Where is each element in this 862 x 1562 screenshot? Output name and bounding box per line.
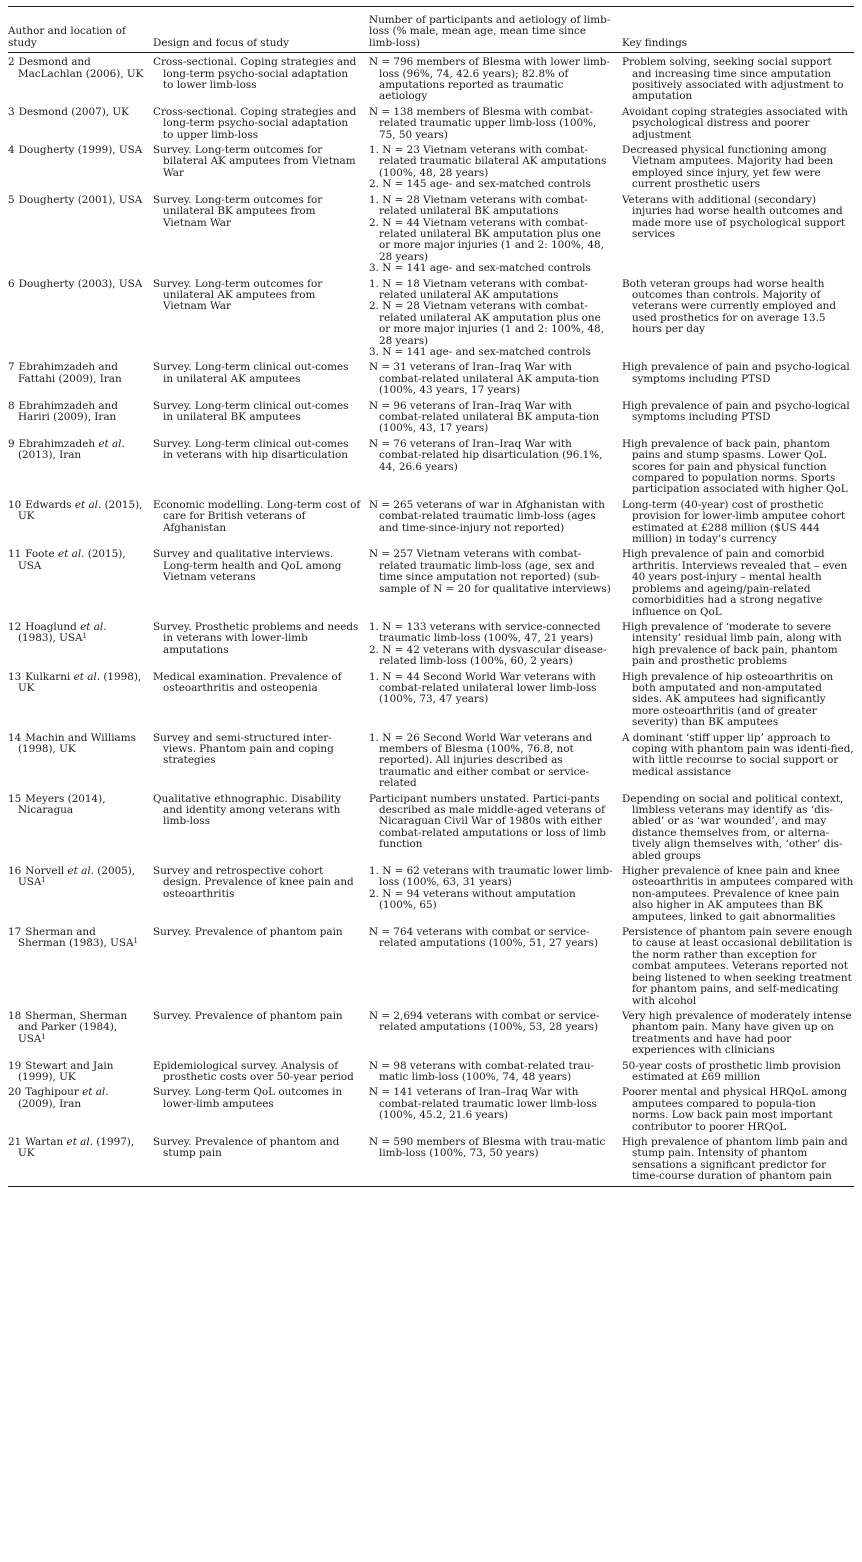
findings-cell [622,1061,854,1088]
participants-list [369,500,614,534]
findings-cell [622,927,854,1011]
row-number: 2 [8,56,15,69]
participants-list [369,57,614,103]
design-cell [153,794,369,866]
participants-cell [369,195,622,279]
findings-cell [622,362,854,400]
participants-cell [369,500,622,550]
design-cell [153,53,369,107]
design-text: Survey. Prevalence of phantom pain [153,1009,343,1022]
participant-group: 1. N = 18 Vietnam veterans with combat-related unilateral AK amputations [369,277,588,301]
findings-cell [622,549,854,621]
findings-cell [622,1087,854,1137]
design-text: Cross-sectional. Coping strategies and long-term psycho-social adaptation to upper limb-loss [153,105,357,141]
design-cell [153,439,369,500]
table-row [8,439,854,500]
author-cell [8,733,153,794]
participant-group: 1. N = 26 Second World War veterans and members of Blesma (100%, 76.8, not reported). All injuries described as traumatic and either combat or service-related [369,731,593,790]
participant-group: 3. N = 141 age- and sex-matched controls [369,345,591,358]
findings-cell [622,439,854,500]
participants-list [369,794,614,851]
findings-cell [622,145,854,195]
author-text [8,622,145,645]
author-text [8,1137,145,1160]
participants-cell [369,866,622,927]
participant-group: 2. N = 94 veterans without amputation (100%, 65) [369,887,576,912]
design-text: Survey. Long-term QoL outcomes in lower-limb amputees [153,1086,343,1110]
findings-text: Very high prevalence of moderately intense phantom pain. Many have given up on treatments and have had poor experiences with clinicians [622,1009,852,1057]
participant-group: 3. N = 141 age- and sex-matched controls [369,262,591,275]
row-number: 18 [8,1009,22,1022]
findings-cell [622,866,854,927]
participants-list [369,439,614,473]
participant-group: N = 96 veterans of Iran–Iraq War with combat-related unilateral BK amputa-tion (100%, 43, 17 years) [369,399,600,435]
design-text: Survey. Long-term clinical out-comes in unilateral BK amputees [153,399,349,423]
participants-cell [369,53,622,107]
author-part: Foote [25,548,59,561]
et-al: et al. [73,670,101,683]
author-part: Wartan [25,1135,67,1148]
participants-list [369,1011,614,1034]
participant-group: N = 141 veterans of Iran–Iraq War with combat-related traumatic lower limb-loss (100%, 45.2, 21.6 years) [369,1086,597,1122]
participants-list [369,1061,614,1084]
author-part: Dougherty (2001), USA [18,193,143,206]
design-cell [153,401,369,439]
row-number: 16 [8,865,22,878]
design-cell [153,927,369,1011]
participants-cell [369,794,622,866]
participant-group: 2. N = 28 Vietnam veterans with combat-related unilateral AK amputation plus one or more major injuries (1 and 2: 100%, 48, 28 years) [369,300,604,347]
header-design: Design and focus of study [153,36,289,49]
design-text: Survey and qualitative interviews. Long-term health and QoL among Vietnam veterans [153,548,342,584]
findings-text: Both veteran groups had worse health outcomes than controls. Majority of veterans were currently employed and used prosthetics for on average 13.5 hours per day [622,277,836,336]
participant-group: 2. N = 44 Vietnam veterans with combat-related unilateral BK amputation plus one or more major injuries (1 and 2: 100%, 48, 28 years) [369,216,604,263]
author-part: Ebrahimzadeh [18,437,99,450]
design-cell [153,733,369,794]
design-text: Medical examination. Prevalence of osteoarthritis and osteopenia [153,670,342,694]
row-number: 17 [8,926,22,939]
author-part: Dougherty (2003), USA [18,277,143,290]
table-row [8,1061,854,1088]
row-number: 20 [8,1086,22,1099]
author-part: (2009), Iran [18,1097,82,1110]
participants-cell [369,622,622,672]
findings-text: High prevalence of pain and psycho-logical symptoms including PTSD [622,399,850,423]
participants-cell [369,927,622,1011]
table-row [8,53,854,107]
participants-list [369,672,614,706]
participants-list [369,1137,614,1160]
et-al: et al. [82,1086,109,1099]
design-cell [153,1087,369,1137]
table-row [8,733,854,794]
findings-text: Avoidant coping strategies associated with psychological distress and poorer adjustment [622,105,848,141]
author-text [8,866,145,889]
table-row [8,279,854,363]
design-cell [153,1061,369,1088]
table-row [8,500,854,550]
participants-list [369,622,614,668]
footnote-marker: 1 [133,937,138,946]
participant-group: 1. N = 44 Second World War veterans with combat-related unilateral lower limb-loss (100%, 73, 47 years) [369,670,597,706]
participants-cell [369,1137,622,1186]
findings-cell [622,195,854,279]
author-part: Sherman and Sherman (1983), USA [18,926,134,950]
findings-text: A dominant ‘stiff upper lip’ approach to coping with phantom pain was identi-fied, with little recourse to social support or medical assistance [622,731,854,778]
author-text [8,362,145,385]
table-row [8,1011,854,1061]
table-row [8,145,854,195]
author-cell [8,1061,153,1088]
table-row [8,794,854,866]
findings-cell [622,1137,854,1186]
author-text [8,1087,145,1110]
table-body [8,53,854,1186]
et-al: et al. [98,437,125,450]
table-row [8,195,854,279]
row-number: 13 [8,670,22,683]
author-part: Sherman, Sherman and Parker (1984), USA [18,1009,128,1045]
participants-cell [369,1087,622,1137]
findings-text: High prevalence of hip osteoarthritis on both amputated and non-amputated sides. AK amputees had significantly more osteoarthritis (and of greater severity) than BK amputees [622,670,834,729]
findings-text: Persistence of phantom pain severe enough to cause at least occasional debilitation is the norm rather than exception for combat amputees. Veterans reported not being listened to when seeking treatment for phantom pains, and self-medicating with alcohol [622,926,853,1007]
author-cell [8,927,153,1011]
footnote-marker: 1 [41,1032,46,1041]
author-cell [8,195,153,279]
row-number: 6 [8,277,15,290]
design-cell [153,1011,369,1061]
design-text: Survey. Long-term clinical out-comes in veterans with hip disarticulation [153,437,349,462]
table-row [8,1087,854,1137]
author-text [8,500,145,523]
author-cell [8,672,153,733]
author-text [8,439,145,462]
participants-list [369,1087,614,1121]
participants-list [369,195,614,275]
participant-group: Participant numbers unstated. Partici-pants described as male middle-aged veterans of Nicaraguan Civil War of 1980s with either combat-related amputations or loss of limb function [369,792,606,851]
findings-text: Long-term (40-year) cost of prosthetic provision for lower-limb amputee cohort estimated at £288 million ($US 444 million) in today’s currency [622,498,846,546]
header-participants: Number of participants and aetiology of limb-loss (% male, mean age, mean time since limb-loss) [369,14,611,49]
design-cell [153,279,369,363]
design-text: Survey. Prevalence of phantom and stump pain [153,1135,340,1160]
author-cell [8,362,153,400]
design-text: Survey. Long-term outcomes for unilateral BK amputees from Vietnam War [153,193,323,229]
author-part: (1983), USA [18,632,83,645]
row-number: 12 [8,620,22,633]
author-text [8,401,145,424]
design-text: Epidemiological survey. Analysis of prosthetic costs over 50-year period [153,1059,354,1083]
row-number: 3 [8,105,15,118]
author-text [8,145,145,156]
studies-table [8,6,854,1187]
header-findings: Key findings [622,36,688,49]
row-number: 19 [8,1059,22,1072]
author-text [8,549,145,572]
findings-cell [622,500,854,550]
design-text: Survey. Prosthetic problems and needs in veterans with lower-limb amputations [153,620,359,656]
participants-list [369,927,614,950]
author-part: (2005), USA [18,865,136,889]
row-number: 14 [8,731,22,744]
author-part: (2015), UK [18,498,143,523]
findings-text: Problem solving, seeking social support and increasing time since amputation positively associated with adjustment to amputation [622,56,844,103]
author-part: Dougherty (1999), USA [18,144,143,157]
participant-group: 2. N = 42 veterans with dysvascular disease-related limb-loss (100%, 60, 2 years) [369,643,607,668]
findings-cell [622,107,854,145]
row-number: 15 [8,792,22,805]
findings-text: Depending on social and political context, limbless veterans may identify as ‘dis-abled’ or as ‘war wounded’, and may distance themselves from, or alterna-tively align themselves with, ‘other’ dis-abled groups [622,792,844,862]
table-row [8,866,854,927]
participants-cell [369,107,622,145]
design-text: Survey. Prevalence of phantom pain [153,926,343,939]
participants-list [369,107,614,141]
participants-cell [369,549,622,621]
findings-text: Higher prevalence of knee pain and knee osteoarthritis in amputees compared with non-amputees. Prevalence of knee pain also higher in AK amputees than BK amputees, linked to gait abnormalities [622,865,854,923]
participants-cell [369,1011,622,1061]
participants-list [369,145,614,191]
author-text [8,1061,145,1084]
design-text: Survey. Long-term outcomes for bilateral AK amputees from Vietnam War [153,144,356,179]
participants-list [369,866,614,912]
row-number: 4 [8,144,15,157]
findings-text: Decreased physical functioning among Vietnam amputees. Majority had been employed since injury, yet few were current prosthetic users [622,144,834,191]
findings-text: 50-year costs of prosthetic limb provision estimated at £69 million [622,1059,841,1083]
row-number: 10 [8,498,22,511]
et-al: et al. [58,548,85,561]
design-text: Qualitative ethnographic. Disability and identity among veterans with limb-loss [153,792,341,828]
author-part: Ebrahimzadeh and Fattahi (2009), Iran [18,361,122,385]
row-number: 7 [8,361,15,374]
author-text [8,672,145,695]
participants-cell [369,362,622,400]
participants-list [369,362,614,396]
author-part: Edwards [25,498,75,511]
et-al: et al. [66,1135,93,1148]
author-cell [8,500,153,550]
findings-text: High prevalence of ‘moderate to severe intensity’ residual limb pain, along with high prevalence of back pain, phantom pain and prosthetic problems [622,620,842,668]
design-cell [153,866,369,927]
author-cell [8,107,153,145]
row-number: 9 [8,437,15,450]
table-row [8,622,854,672]
findings-text: Poorer mental and physical HRQoL among amputees compared to popula-tion norms. Low back pain most important contributor to poorer HRQoL [622,1086,848,1133]
footnote-marker: 1 [82,632,88,641]
design-cell [153,107,369,145]
participant-group: N = 590 members of Blesma with trau-matic limb-loss (100%, 73, 50 years) [369,1135,606,1160]
findings-cell [622,622,854,672]
author-cell [8,1087,153,1137]
participant-group: N = 265 veterans of war in Afghanistan with combat-related traumatic limb-loss (ages and time-since-injury not reported) [369,498,605,534]
et-al: et al. [67,865,94,878]
participant-group: 2. N = 145 age- and sex-matched controls [369,178,591,191]
author-part: Desmond (2007), UK [18,105,129,118]
author-cell [8,439,153,500]
design-text: Survey. Long-term clinical out-comes in unilateral AK amputees [153,361,349,385]
participant-group: N = 2,694 veterans with combat or service-related amputations (100%, 53, 28 years) [369,1009,600,1034]
author-part: Hoaglund [25,620,81,633]
author-cell [8,279,153,363]
author-part: (2013), Iran [18,449,82,462]
author-cell [8,1011,153,1061]
footnote-marker: 1 [41,876,46,885]
author-part: Machin and Williams (1998), UK [18,731,136,755]
table-header-row [8,7,854,53]
author-cell [8,866,153,927]
participant-group: N = 98 veterans with combat-related trau-matic limb-loss (100%, 74, 48 years) [369,1059,595,1083]
et-al: et al. [80,620,107,633]
design-cell [153,622,369,672]
design-text: Cross-sectional. Coping strategies and long-term psycho-social adaptation to lower limb-loss [153,56,357,92]
author-part: Norvell [25,865,68,878]
design-text: Economic modelling. Long-term cost of care for British veterans of Afghanistan [153,498,361,534]
participants-cell [369,145,622,195]
participants-cell [369,733,622,794]
participants-cell [369,439,622,500]
table-row [8,672,854,733]
findings-cell [622,794,854,866]
findings-text: Veterans with additional (secondary) injuries had worse health outcomes and made more use of psychological support services [622,193,846,240]
header-author: Author and location of study [8,25,126,49]
design-text: Survey and semi-structured inter-views. Phantom pain and coping strategies [153,731,334,767]
findings-text: High prevalence of back pain, phantom pains and stump spasms. Lower QoL scores for pain and physical function compared to population norms. Sports participation associated with higher QoL [622,437,848,496]
author-text [8,927,145,950]
row-number: 5 [8,193,15,206]
participants-list [369,279,614,359]
findings-text: High prevalence of pain and psycho-logical symptoms including PTSD [622,361,850,385]
participants-cell [369,401,622,439]
design-cell [153,549,369,621]
design-cell [153,362,369,400]
row-number: 11 [8,548,22,561]
participants-list [369,401,614,435]
participant-group: N = 31 veterans of Iran–Iraq War with combat-related unilateral AK amputa-tion (100%, 43 years, 17 years) [369,361,599,397]
findings-cell [622,1011,854,1061]
participant-group: 1. N = 28 Vietnam veterans with combat-related unilateral BK amputations [369,193,588,218]
author-text [8,57,145,80]
findings-cell [622,401,854,439]
table-row [8,549,854,621]
author-text [8,279,145,290]
row-number: 21 [8,1135,22,1148]
participants-list [369,733,614,790]
participant-group: N = 76 veterans of Iran–Iraq War with combat-related hip disarticulation (96.1%, 44, 26.6 years) [369,437,603,473]
design-cell [153,672,369,733]
participant-group: 1. N = 23 Vietnam veterans with combat-related traumatic bilateral AK amputations (100%, 48, 28 years) [369,144,607,179]
findings-cell [622,53,854,107]
author-part: (1997), UK [18,1135,135,1160]
participant-group: 1. N = 62 veterans with traumatic lower limb-loss (100%, 63, 31 years) [369,865,613,889]
participants-cell [369,1061,622,1088]
author-text [8,1011,145,1045]
participants-list [369,549,614,595]
participants-cell [369,672,622,733]
author-text [8,107,145,118]
participant-group: N = 796 members of Blesma with lower limb-loss (96%, 74, 42.6 years); 82.8% of amputations reported as traumatic aetiology [369,56,610,103]
author-text [8,794,145,817]
author-cell [8,1137,153,1186]
table-row [8,107,854,145]
author-cell [8,53,153,107]
design-cell [153,500,369,550]
design-cell [153,145,369,195]
design-cell [153,195,369,279]
author-cell [8,145,153,195]
author-cell [8,549,153,621]
findings-text: High prevalence of pain and comorbid arthritis. Interviews revealed that – even 40 years post-injury – mental health problems and ageing/pain-related comorbidities had a strong negative influence on QoL [622,548,848,618]
author-cell [8,794,153,866]
author-part: (1998), UK [18,670,142,694]
row-number: 8 [8,399,15,412]
table-row [8,1137,854,1186]
author-text [8,733,145,756]
author-part: (2015), USA [18,548,126,572]
participant-group: 1. N = 133 veterans with service-connected traumatic limb-loss (100%, 47, 21 years) [369,620,601,645]
findings-cell [622,672,854,733]
findings-cell [622,733,854,794]
design-cell [153,1137,369,1186]
participants-cell [369,279,622,363]
author-cell [8,622,153,672]
author-part: Taghipour [25,1086,83,1099]
table-row [8,401,854,439]
findings-text: High prevalence of phantom limb pain and stump pain. Intensity of phantom sensations a significant predictor for time-course duration of phantom pain [622,1135,848,1183]
participant-group: N = 257 Vietnam veterans with combat-related traumatic limb-loss (age, sex and time since amputation not reported) (sub-sample of N = 20 for qualitative interviews) [369,548,611,595]
et-al: et al. [74,498,102,511]
author-part: Kulkarni [25,670,74,683]
design-text: Survey. Long-term outcomes for unilateral AK amputees from Vietnam War [153,277,323,313]
author-part: Stewart and Jain (1999), UK [18,1059,114,1083]
author-part: Desmond and MacLachlan (2006), UK [18,56,144,80]
participant-group: N = 764 veterans with combat or service-related amputations (100%, 51, 27 years) [369,926,599,950]
findings-cell [622,279,854,363]
table-row [8,927,854,1011]
design-text: Survey and retrospective cohort design. Prevalence of knee pain and osteoarthritis [153,865,354,900]
author-part: Meyers (2014), Nicaragua [18,792,106,816]
participant-group: N = 138 members of Blesma with combat-related traumatic upper limb-loss (100%, 75, 50 years) [369,105,597,141]
author-text [8,195,145,206]
author-cell [8,401,153,439]
table-row [8,362,854,400]
author-part: Ebrahimzadeh and Hariri (2009), Iran [18,399,118,423]
